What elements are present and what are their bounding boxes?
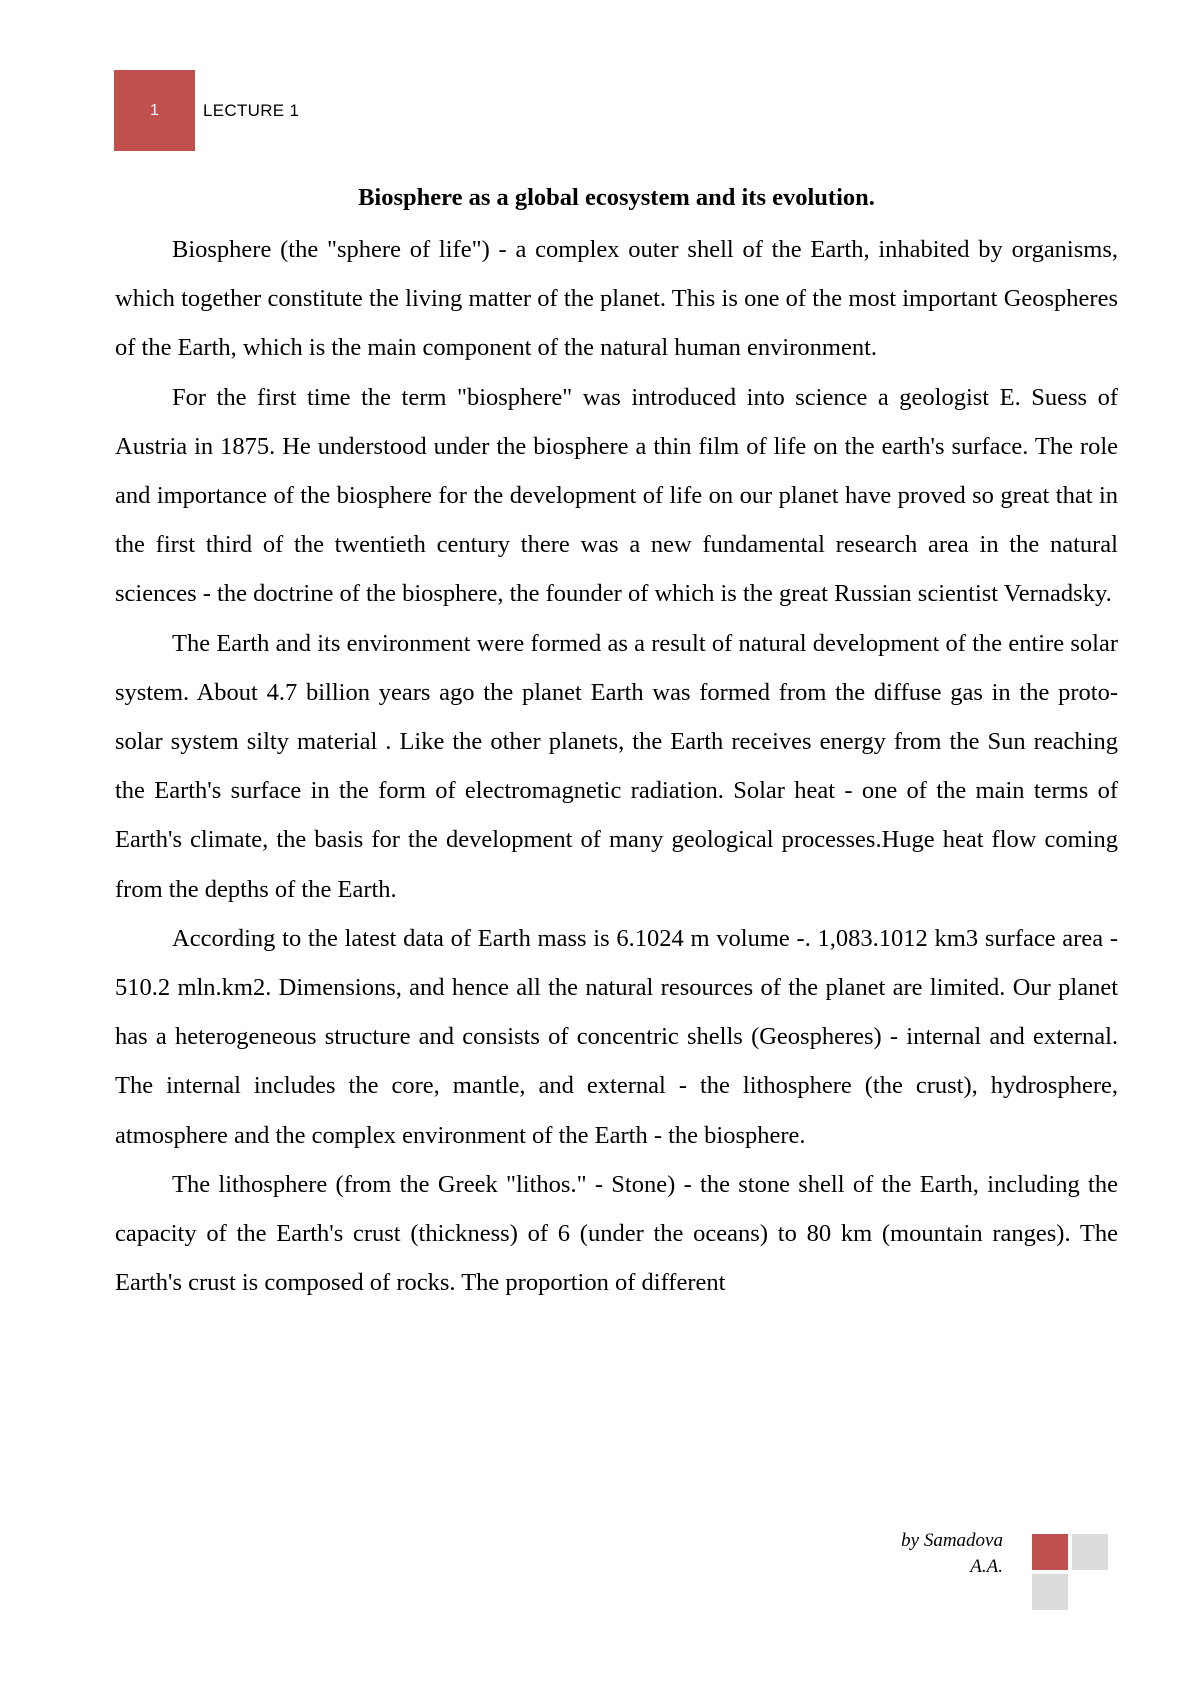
footer-decor-gray-square	[1072, 1534, 1108, 1570]
paragraph: For the first time the term "biosphere" was introduced into science a geologist E. Suess of Austria in 1875. He understood under the biosphere a thin film of life on the earth's surface. The role and importance of the biosphere for the development of life on our planet have proved so great that in the first third of the twentieth century there was a new fundamental research area in the natural sciences - the doctrine of the biosphere, the founder of which is the great Russian scientist Vernadsky.	[115, 383, 1118, 608]
paragraph: Biosphere (the "sphere of life") - a complex outer shell of the Earth, inhabited by organisms, which together constitute the living matter of the planet. This is one of the most important Geospheres of the Earth, which is the main component of the natural human environment.	[115, 236, 1118, 362]
paragraph: According to the latest data of Earth mass is 6.1024 m volume -. 1,083.1012 km3 surface area - 510.2 mln.km2. Dimensions, and hence all the natural resources of the planet are limited. Our planet has a heterogeneous structure and consists of concentric shells (Geospheres) - internal and external. The internal includes the core, mantle, and external - the lithosphere (the crust), hydrosphere, atmosphere and the complex environment of the Earth - the biosphere.	[115, 924, 1118, 1149]
lecture-label: LECTURE 1	[203, 101, 300, 120]
author-name: by Samadova	[901, 1530, 1003, 1551]
document-title: Biosphere as a global ecosystem and its evolution.	[358, 184, 875, 211]
author-initials: A.A.	[970, 1556, 1003, 1577]
paragraph: The Earth and its environment were formed as a result of natural development of the entire solar system. About 4.7 billion years ago the planet Earth was formed from the diffuse gas in the proto-solar system silty material . Like the other planets, the Earth receives energy from the Sun reaching the Earth's surface in the form of electromagnetic radiation. Solar heat - one of the main terms of Earth's climate, the basis for the development of many geological processes.Huge heat flow coming from the depths of the Earth.	[115, 629, 1118, 903]
footer-author	[803, 1528, 1003, 1580]
document-body	[115, 180, 1118, 1307]
footer-decor-red-square	[1032, 1534, 1068, 1570]
page-number-box	[114, 70, 195, 151]
footer-decor-gray-square	[1032, 1574, 1068, 1610]
page-number: 1	[150, 101, 159, 119]
paragraph: The lithosphere (from the Greek "lithos." - Stone) - the stone shell of the Earth, including the capacity of the Earth's crust (thickness) of 6 (under the oceans) to 80 km (mountain ranges). The Earth's crust is composed of rocks. The proportion of different	[115, 1170, 1118, 1297]
